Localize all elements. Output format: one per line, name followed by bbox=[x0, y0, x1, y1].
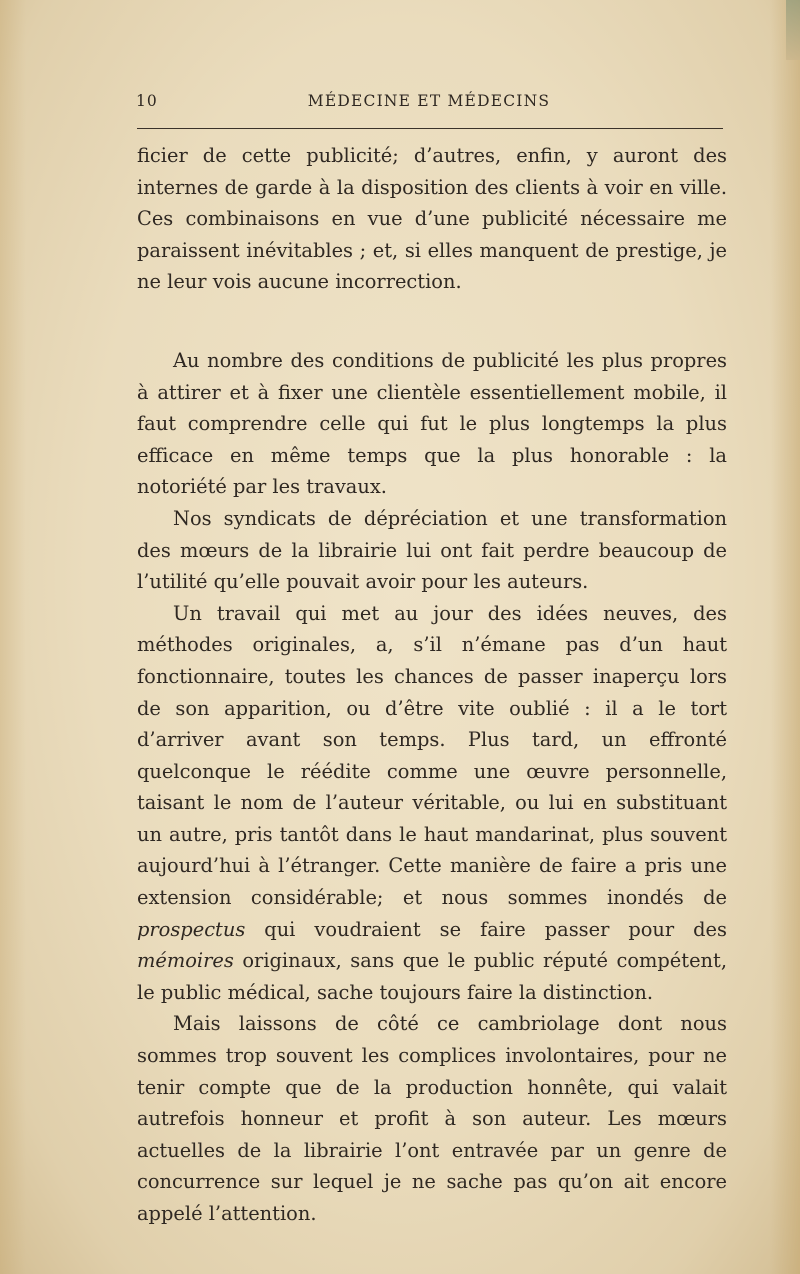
paragraph: Au nombre des conditions de publicité les plus propres à attirer et à fixer une clientèle essentiellement mobile, il faut comprendre celle qui fut le plus longtemps la plus efficace en même temps que la plus honorable : la notoriété par les travaux. bbox=[137, 348, 727, 499]
page-corner-stain bbox=[786, 0, 800, 60]
body-text bbox=[137, 140, 727, 1230]
header-rule bbox=[137, 128, 723, 129]
page-edge-shadow-left bbox=[0, 0, 26, 1274]
italic-term-prospectus: prospectus bbox=[137, 917, 246, 941]
running-title: MÉDECINE ET MÉDECINS bbox=[307, 92, 551, 110]
italic-term-memoires: mémoires bbox=[137, 949, 234, 973]
page-number: 10 bbox=[136, 92, 158, 110]
page-header bbox=[136, 92, 722, 116]
paragraph: Mais laissons de côté ce cambriolage dont nous sommes trop souvent les complices involontaires, pour ne tenir compte que de la production honnête, qui valait autrefois honneur et profit à son auteur. Les mœurs actuelles de la librairie l’ont entravée par un genre de concurrence sur lequel je ne sache pas qu’on ait encore appelé l’attention. bbox=[137, 1012, 727, 1225]
paragraph: Nos syndicats de dépréciation et une transformation des mœurs de la librairie lui ont fait perdre beaucoup de l’utilité qu’elle pouvait avoir pour les auteurs. bbox=[137, 506, 727, 594]
paragraph: Un travail qui met au jour des idées neuves, des méthodes originales, a, s’il n’émane pas d’un haut fonctionnaire, toutes les chances de passer inaperçu lors de son apparition, ou d’être vite oublié : il a le tort d’arriver avant son temps. Plus tard, un effronté quelconque le réédite comme une œuvre personnelle, taisant le nom de l’auteur véritable, ou lui en substituant un autre, pris tantôt dans le haut mandarinat, plus souvent aujourd’hui à l’étranger. Cette manière de faire a pris une extension considérable; et nous sommes inondés de prospectus qui voudraient se faire passer pour des mémoires originaux, sans que le public réputé compétent, le public médical, sache toujours faire la distinction. bbox=[137, 601, 727, 1004]
page-edge-shadow-right bbox=[770, 0, 800, 1274]
paragraph-continuation: ficier de cette publicité; d’autres, enfin, y auront des internes de garde à la disposition des clients à voir en ville. Ces combinaisons en vue d’une publicité nécessaire me paraissent inévitables ; et, si elles manquent de prestige, je ne leur vois aucune incorrection. bbox=[137, 144, 727, 294]
